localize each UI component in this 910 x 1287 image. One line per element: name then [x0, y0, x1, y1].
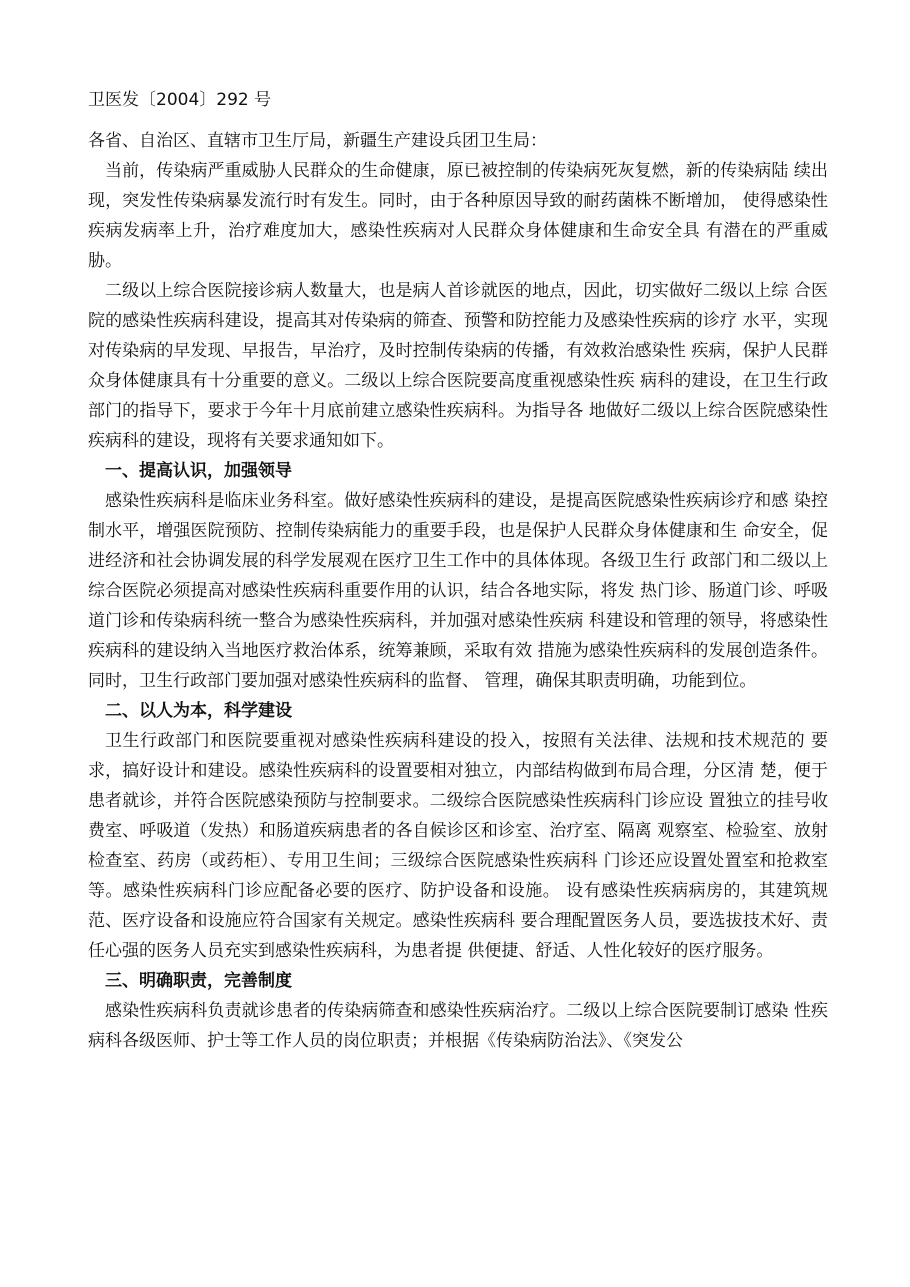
section-1-heading: 一、提高认识，加强领导 [105, 461, 292, 481]
section-3-heading: 三、明确职责，完善制度 [105, 971, 292, 991]
intro-paragraph-2: 二级以上综合医院接诊病人数量大，也是病人首诊就医的地点，因此，切实做好二级以上综 合医院的感染性疾病科建设，提高其对传染病的筛查、预警和防控能力及感染性疾病的诊疗 水平，实现对传染病的早发现、早报告，早治疗，及时控制传染病的传播，有效救治感染性 疾病，保护人民群众身体健康具有十分重要的意义。二级以上综合医院要高度重视感染性疾 病科的建设，在卫生行政部门的指导下，要求于今年十月底前建立感染性疾病科。为指导各 地做好二级以上综合医院感染性疾病科的建设，现将有关要求通知如下。 [88, 281, 828, 451]
section-1-body: 感染性疾病科是临床业务科室。做好感染性疾病科的建设，是提高医院感染性疾病诊疗和感 染控制水平，增强医院预防、控制传染病能力的重要手段，也是保护人民群众身体健康和生 命安全，促进经济和社会协调发展的科学发展观在医疗卫生工作中的具体体现。各级卫生行 政部门和二级以上综合医院必须提高对感染性疾病科重要作用的认识，结合各地实际，将发 热门诊、肠道门诊、呼吸道门诊和传染病科统一整合为感染性疾病科，并加强对感染性疾病 科建设和管理的领导，将感染性疾病科的建设纳入当地医疗救治体系，统筹兼顾，采取有效 措施为感染性疾病科的发展创造条件。同时，卫生行政部门要加强对感染性疾病科的监督、 管理，确保其职责明确，功能到位。 [88, 491, 828, 691]
salutation: 各省、自治区、直辖市卫生厅局，新疆生产建设兵团卫生局： [88, 131, 547, 151]
intro-paragraph-1: 当前，传染病严重威胁人民群众的生命健康，原已被控制的传染病死灰复燃，新的传染病陆 续出现，突发性传染病暴发流行时有发生。同时，由于各种原因导致的耐药菌株不断增加， 使得感染性疾病发病率上升，治疗难度加大，感染性疾病对人民群众身体健康和生命安全具 有潜在的严重威胁。 [88, 161, 828, 271]
document-number: 卫医发〔2004〕292 号 [88, 90, 272, 110]
document-page [88, 86, 828, 1056]
section-2-heading: 二、以人为本，科学建设 [105, 701, 292, 721]
section-3-body: 感染性疾病科负责就诊患者的传染病筛查和感染性疾病治疗。二级以上综合医院要制订感染 性疾病科各级医师、护士等工作人员的岗位职责；并根据《传染病防治法》、《突发公 [88, 1001, 828, 1051]
section-2-body: 卫生行政部门和医院要重视对感染性疾病科建设的投入，按照有关法律、法规和技术规范的 要求，搞好设计和建设。感染性疾病科的设置要相对独立，内部结构做到布局合理，分区清 楚，便于患者就诊，并符合医院感染预防与控制要求。二级综合医院感染性疾病科门诊应设 置独立的挂号收费室、呼吸道（发热）和肠道疾病患者的各自候诊区和诊室、治疗室、隔离 观察室、检验室、放射检查室、药房（或药柜）、专用卫生间；三级综合医院感染性疾病科 门诊还应设置处置室和抢救室等。感染性疾病科门诊应配备必要的医疗、防护设备和设施。 设有感染性疾病病房的，其建筑规范、医疗设备和设施应符合国家有关规定。感染性疾病科 要合理配置医务人员，要选拔技术好、责任心强的医务人员充实到感染性疾病科，为患者提 供便捷、舒适、人性化较好的医疗服务。 [88, 731, 828, 961]
